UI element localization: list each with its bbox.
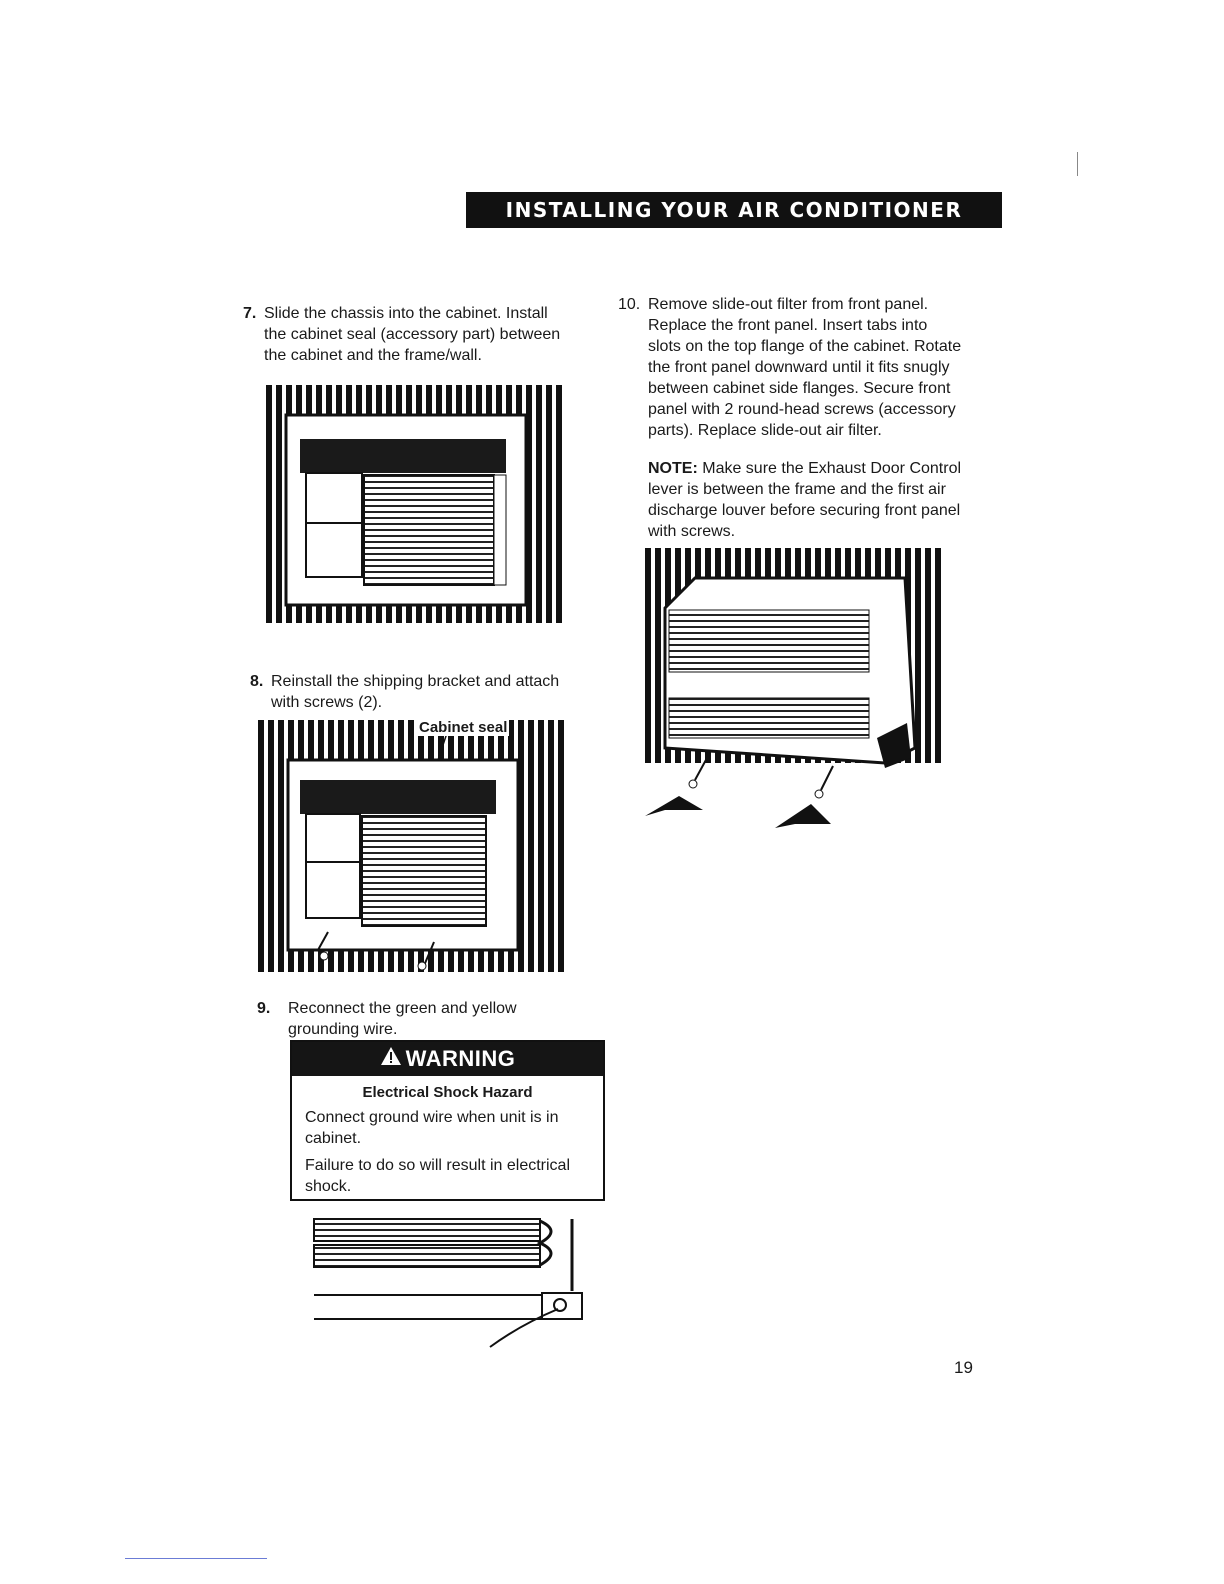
step-7 (243, 303, 583, 373)
scan-mark (1077, 152, 1078, 176)
step-number: 10. (618, 296, 641, 313)
warning-triangle-icon (380, 1046, 402, 1072)
step-8 (250, 671, 590, 715)
arrow-icon (645, 796, 703, 816)
warning-instruction: Connect ground wire when unit is in cabinet. (305, 1109, 559, 1147)
step-text: Reinstall the shipping bracket and attach with screws (2). (271, 673, 560, 711)
step-text: Remove slide-out filter from front panel. Replace the front panel. Insert tabs into slots on the top flange of the cabinet. Rotate the front panel downward until it fits snugly between cabinet side flanges. Secure front panel with 2 round-head screws (accessory parts). Replace slide-out air filter. (648, 296, 962, 439)
arrow-icon (775, 804, 831, 828)
step-9 (257, 998, 597, 1042)
footer-rule (125, 1558, 267, 1559)
note-text: Make sure the Exhaust Door Control lever is between the frame and the first air discharge louver before securing front panel with screws. (648, 460, 962, 540)
page-number: 19 (954, 1358, 973, 1377)
step-number: 9. (257, 1000, 271, 1017)
grounding-wire-illustration (310, 1217, 590, 1352)
front-panel-illustration (645, 548, 945, 830)
step-text: Slide the chassis into the cabinet. Install the cabinet seal (accessory part) between the cabinet and the frame/wall. (264, 305, 561, 364)
warning-consequence: Failure to do so will result in electrical shock. (305, 1157, 570, 1195)
hazard-title: Electrical Shock Hazard (362, 1084, 533, 1101)
note-label: NOTE: (648, 460, 698, 477)
step-text: Reconnect the green and yellow grounding wire. (288, 1000, 517, 1038)
step-10 (618, 294, 963, 464)
warning-title: WARNING (405, 1046, 516, 1071)
chassis-in-cabinet-illustration (266, 385, 566, 623)
warning-header (292, 1042, 603, 1076)
step-number: 7. (243, 305, 257, 322)
section-banner: INSTALLING YOUR AIR CONDITIONER (466, 192, 1002, 228)
shipping-bracket-illustration (258, 720, 568, 972)
note (648, 458, 963, 542)
warning-box (290, 1040, 605, 1201)
step-number: 8. (250, 673, 264, 690)
cabinet-seal-label: Cabinet seal (419, 719, 508, 736)
